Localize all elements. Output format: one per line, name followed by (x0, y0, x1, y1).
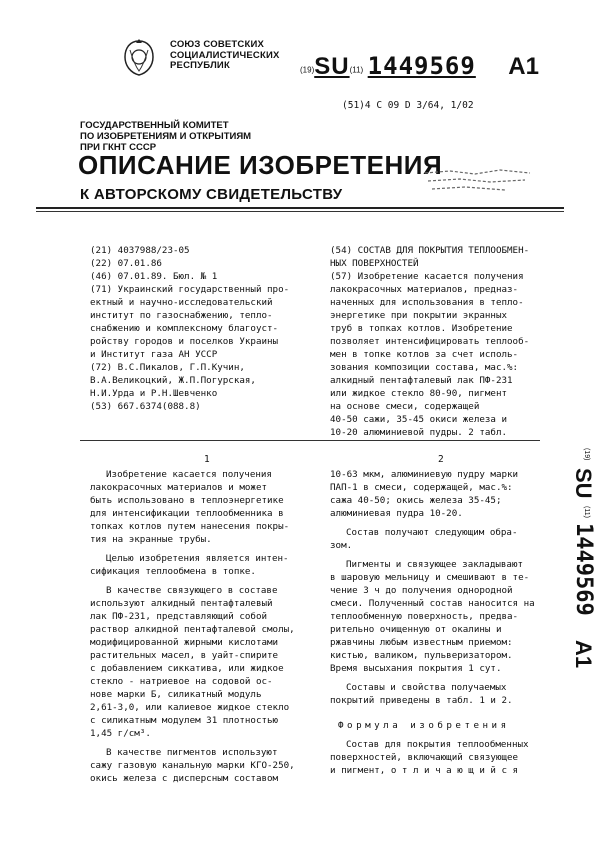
bib-line: (71) Украинский государственный про- (90, 284, 290, 295)
body-line: кистью, валиком, пульверизатором. (330, 650, 513, 661)
country-code: SU (314, 53, 350, 80)
abstract-line: 40-50 сажи, 35-45 окиси железа и (330, 414, 508, 425)
bib-line: институт по газоснабжению, тепло- (90, 310, 273, 321)
header-rule-thin (36, 211, 564, 212)
union-line: СОЦИАЛИСТИЧЕСКИХ (170, 49, 280, 61)
document-title: ОПИСАНИЕ ИЗОБРЕТЕНИЯ (78, 150, 443, 180)
union-name (170, 40, 280, 72)
abstract-line: труб в топках котлов. Изобретение (330, 323, 513, 334)
body-line: Состав для покрытия теплообменных (346, 739, 529, 750)
bib-line: Н.И.Урда и Р.Н.Шевченко (90, 388, 218, 399)
abstract-line: позволяет интенсифицировать теплооб- (330, 336, 530, 347)
bib-line: и Институт газа АН УССР (90, 349, 218, 360)
abstract-line: алкидный пентафталевый лак ПФ-231 (330, 375, 513, 386)
union-line: РЕСПУБЛИК (170, 60, 230, 71)
body-line: используют алкидный пентафталевый (90, 598, 273, 609)
code-19: (19) (300, 65, 315, 75)
body-line: с силикатным модулем 31 плотностью (90, 715, 279, 726)
bib-line: снабжению и комплексному благоуст- (90, 323, 279, 334)
claims-heading: Формула изобретения (338, 720, 510, 731)
committee-line: ПРИ ГКНТ СССР (80, 142, 157, 153)
bib-line: (22) 07.01.86 (90, 258, 162, 269)
body-column-1 (90, 468, 320, 785)
side-code-11: (11) (583, 506, 590, 518)
abstract-line: 10-20 алюминиевой пудры. 2 табл. (330, 427, 508, 438)
body-line: 2,61-3,0, или калиевое жидкое стекло (90, 702, 290, 713)
library-stamp-icon (420, 165, 535, 195)
body-line: лакокрасочных материалов и может (90, 482, 268, 493)
side-number: 1449569 (571, 523, 596, 616)
bib-line: ройству городов и поселков Украины (90, 336, 279, 347)
body-line: и пигмент, о т л и ч а ю щ и й с я (330, 765, 519, 776)
section-divider (80, 440, 540, 441)
body-line: быть использовано в теплоэнергетике (90, 495, 284, 506)
body-line: Изобретение касается получения (106, 469, 272, 480)
body-line: алюминиевая пудра 10-20. (330, 508, 463, 519)
body-line: В качестве пигментов используют (106, 747, 278, 758)
body-line: с добавлением сиккатива, или жидкое (90, 663, 284, 674)
body-line: ржавчины любым известным приемом: (330, 637, 513, 648)
bib-line: (72) В.С.Пикалов, Г.П.Кучин, (90, 362, 245, 373)
patent-number-block (300, 52, 539, 81)
side-country-code: SU (571, 468, 596, 499)
abstract-line: на основе смеси, содержащей (330, 401, 480, 412)
body-line: смеси. Полученный состав наносится на (330, 598, 535, 609)
body-line: Целью изобретения является интен- (106, 553, 289, 564)
header-rule (36, 207, 564, 209)
side-patent-number (556, 448, 600, 688)
body-line: сификация теплообмена в топке. (90, 566, 256, 577)
patent-kind: A1 (508, 53, 539, 80)
body-line: Состав получают следующим обра- (346, 527, 518, 538)
bibliographic-data (90, 244, 315, 413)
abstract-line: или жидкое стекло 80-90, пигмент (330, 388, 508, 399)
body-line: В качестве связующего в составе (106, 585, 278, 596)
abstract-line: наченных для использования в тепло- (330, 297, 524, 308)
body-line: зом. (330, 540, 353, 551)
body-line: ПАП-1 в смеси, содержащей, мас.%: (330, 482, 513, 493)
body-line: Составы и свойства получаемых (346, 682, 507, 693)
body-line: сажа 40-50; окись железа 35-45; (330, 495, 502, 506)
abstract-line: энергетике при покрытии экранных (330, 310, 508, 321)
body-line: раствор алкидной пентафталевой смолы, (90, 624, 295, 635)
abstract-line: (54) СОСТАВ ДЛЯ ПОКРЫТИЯ ТЕПЛООБМЕН- (330, 245, 530, 256)
committee-line: ПО ИЗОБРЕТЕНИЯМ И ОТКРЫТИЯМ (80, 131, 252, 142)
bib-line: В.А.Великоцкий, Ж.П.Погурская, (90, 375, 256, 386)
abstract-line: лакокрасочных материалов, предназ- (330, 284, 519, 295)
abstract-line: мен в топке котлов за счет исполь- (330, 349, 519, 360)
body-line: стекло - натриевое на содовой ос- (90, 676, 273, 687)
body-line: в шаровую мельницу и смешивают в те- (330, 572, 530, 583)
bib-line: (21) 4037988/23-05 (90, 245, 190, 256)
committee-name (80, 120, 251, 153)
body-line: поверхностей, включающий связующее (330, 752, 519, 763)
side-kind: A1 (571, 640, 596, 669)
patent-number: 1449569 (367, 52, 476, 80)
union-line: СОЮЗ СОВЕТСКИХ (170, 39, 265, 50)
body-line: чение 3 ч до получения однородной (330, 585, 513, 596)
body-line: 10-63 мкм, алюминиевую пудру марки (330, 469, 519, 480)
bib-line: ектный и научно-исследовательский (90, 297, 273, 308)
abstract-line: НЫХ ПОВЕРХНОСТЕЙ (330, 258, 419, 269)
body-line: нове марки Б, силикатный модуль (90, 689, 262, 700)
body-line: для интенсификации теплообменника в (90, 508, 284, 519)
body-line: Пигменты и связующее закладывают (346, 559, 524, 570)
ipc-classification: (51)4 С 09 D 3/64, 1/02 (342, 100, 474, 111)
body-line: 1,45 г/см³. (90, 728, 151, 739)
body-line: окись железа с дисперсным составом (90, 773, 279, 784)
body-line: сажу газовую канальную марки КГО-250, (90, 760, 295, 771)
body-line: тия на экранные трубы. (90, 534, 212, 545)
column-number-2: 2 (438, 454, 444, 465)
side-code-19: (19) (583, 448, 590, 461)
column-number-1: 1 (204, 454, 210, 465)
body-line: Время высыхания покрытия 1 сут. (330, 663, 502, 674)
state-emblem-icon (122, 38, 156, 78)
body-line: модифицированной жирными кислотами (90, 637, 279, 648)
bib-line: (53) 667.6374(088.8) (90, 401, 201, 412)
body-line: топках котлов путем нанесения покры- (90, 521, 290, 532)
body-line: растительных масел, в уайт-спирите (90, 650, 279, 661)
abstract (330, 244, 562, 439)
abstract-line: (57) Изобретение касается получения (330, 271, 524, 282)
body-column-2 (330, 468, 562, 777)
committee-line: ГОСУДАРСТВЕННЫЙ КОМИТЕТ (80, 120, 229, 131)
bib-line: (46) 07.01.89. Бюл. № 1 (90, 271, 218, 282)
code-11: (11) (349, 65, 364, 75)
body-line: лак ПФ-231, представляющий собой (90, 611, 268, 622)
document-subtitle: К АВТОРСКОМУ СВИДЕТЕЛЬСТВУ (80, 186, 343, 203)
abstract-line: зования композиции состава, мас.%: (330, 362, 519, 373)
body-line: покрытий приведены в табл. 1 и 2. (330, 695, 513, 706)
body-line: теплообменную поверхность, предва- (330, 611, 519, 622)
body-line: рительно очищенную от окалины и (330, 624, 502, 635)
